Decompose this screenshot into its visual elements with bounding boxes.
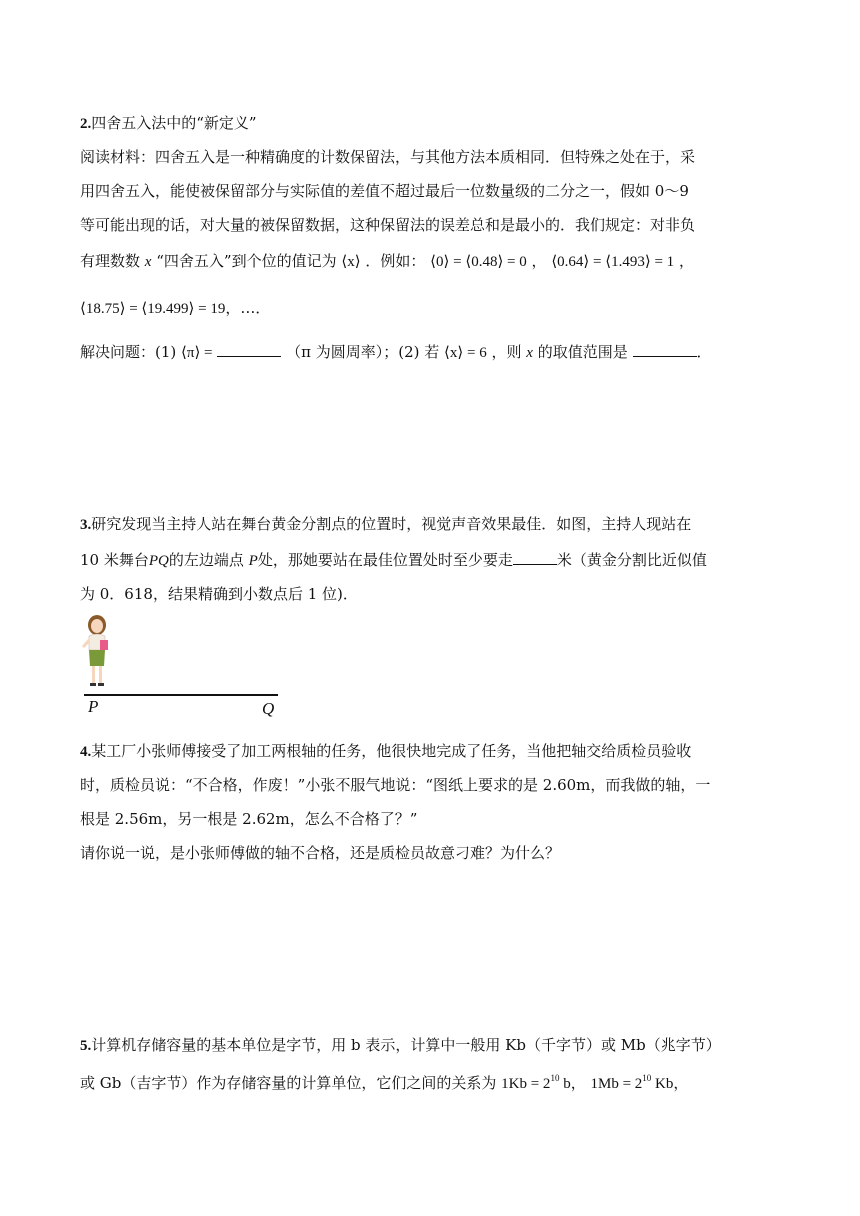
q2-line2: 用四舍五入，能使被保留部分与实际值的差值不超过最后一位数量级的二分之一，假如 0～9 bbox=[80, 182, 689, 200]
q3-number: 3. bbox=[80, 517, 92, 533]
q4-line2: 时，质检员说：“不合格，作废！”小张不服气地说：“图纸上要求的是 2.60m，而我做的轴，一 bbox=[80, 776, 711, 794]
q2-number: 2. bbox=[80, 116, 92, 132]
q3-line3: 为 0．618，结果精确到小数点后 1 位)． bbox=[80, 585, 358, 603]
q3-answer-blank[interactable] bbox=[513, 550, 557, 565]
q3-line2 bbox=[80, 549, 707, 572]
q3-line2-text-c: 处，那她要站在最佳位置处时至少要走 bbox=[257, 551, 513, 569]
q2-line5 bbox=[80, 297, 270, 320]
label-p: P bbox=[88, 697, 99, 716]
q2-line4-text-d: ．例如： bbox=[365, 252, 426, 270]
q3-point-p: P bbox=[248, 553, 258, 569]
q2-solve-text-b: （π 为圆周率）；(2) 若 bbox=[286, 343, 440, 361]
label-q: Q bbox=[262, 699, 275, 718]
q2-solve-end: ． bbox=[696, 343, 712, 361]
q2-line4: 有理数数 x “四舍五入”到个位的值记为 ⟨x⟩ ．例如： ⟨0⟩ = ⟨0.48⟩ = 0 ， ⟨0.64⟩ = ⟨1.493⟩ = 1 ， bbox=[80, 252, 694, 270]
q2-example-2: ⟨0.64⟩ = ⟨1.493⟩ = 1 bbox=[551, 254, 675, 270]
q4-number: 4. bbox=[80, 744, 92, 760]
q5-line2-text: 或 Gb（吉字节）作为存储容量的计算单位，它们之间的关系为 bbox=[80, 1074, 497, 1092]
q3-line2-text-b: 的左边端点 bbox=[168, 551, 244, 569]
q5-line1-text: 计算机存储容量的基本单位是字节，用 b 表示，计算中一般用 Kb（千字节）或 Mb（兆字节） bbox=[91, 1036, 721, 1054]
q2-line3: 等可能出现的话，对大量的被保留数据，这种保留法的误差总和是最小的．我们规定：对非负 bbox=[80, 216, 696, 234]
q2-solve-text-d: ，则 bbox=[491, 343, 522, 361]
q5-relation-1: $1Kb = 2^{10}$ b bbox=[501, 1073, 571, 1092]
q3-line2-text-a: 10 米舞台 bbox=[80, 551, 149, 569]
q4-line1-text: 某工厂小张师傅接受了加工两根轴的任务，他很快地完成了任务，当他把轴交给质检员验收 bbox=[91, 742, 692, 760]
q2-answer-blank-2[interactable] bbox=[633, 342, 697, 357]
q2-line1: 阅读材料：四舍五入是一种精确度的计数保留法，与其他方法本质相同．但特殊之处在于，采 bbox=[80, 148, 696, 166]
q5-relation-2: $1Mb = 2^{10}$ Kb bbox=[590, 1073, 674, 1092]
q3-line1 bbox=[80, 513, 691, 536]
q2-solve-variable: x bbox=[526, 345, 533, 361]
q2-title-line bbox=[80, 112, 257, 135]
q3-segment-pq: PQ bbox=[148, 553, 169, 569]
q4-line3: 根是 2.56m，另一根是 2.62m，怎么不合格了？” bbox=[80, 810, 418, 828]
host-figure bbox=[78, 612, 114, 690]
q2-solve-line bbox=[80, 341, 712, 364]
q2-solve-label: 解决问题：(1) bbox=[80, 343, 177, 361]
q2-title: 四舍五入法中的“新定义” bbox=[91, 114, 257, 132]
q3-line1-text: 研究发现当主持人站在舞台黄金分割点的位置时，视觉声音效果最佳．如图，主持人现站在 bbox=[91, 515, 692, 533]
q2-example-1: ⟨0⟩ = ⟨0.48⟩ = 0 bbox=[430, 254, 527, 270]
q2-example-3: ⟨18.75⟩ = ⟨19.499⟩ = 19 bbox=[80, 301, 226, 317]
q2-example-tail: ，…． bbox=[225, 299, 271, 317]
q2-pi-expression: ⟨π⟩ = bbox=[181, 345, 213, 361]
q2-line4-text-b: “四舍五入”到个位的值记为 bbox=[156, 252, 337, 270]
q3-line2-text-d: 米（黄金分割比近似值 bbox=[556, 551, 707, 569]
q2-solve-text-f: 的取值范围是 bbox=[537, 343, 628, 361]
q5-line2 bbox=[80, 1072, 688, 1095]
host-illustration bbox=[78, 612, 114, 690]
q4-line1 bbox=[80, 740, 691, 763]
q2-variable-x: x bbox=[144, 254, 152, 270]
q5-line2-end: ， bbox=[673, 1074, 689, 1092]
q2-condition: ⟨x⟩ = 6 bbox=[444, 345, 487, 361]
q2-line4-text-a: 有理数数 bbox=[80, 252, 141, 270]
q2-notation: ⟨x⟩ bbox=[341, 254, 361, 270]
q4-line4: 请你说一说，是小张师傅做的轴不合格，还是质检员故意刁难？为什么？ bbox=[80, 844, 561, 862]
q5-line1 bbox=[80, 1034, 721, 1057]
stage-segment bbox=[84, 694, 278, 696]
q2-answer-blank-1[interactable] bbox=[217, 342, 281, 357]
q5-number: 5. bbox=[80, 1038, 92, 1054]
q5-separator: ， bbox=[570, 1074, 586, 1092]
